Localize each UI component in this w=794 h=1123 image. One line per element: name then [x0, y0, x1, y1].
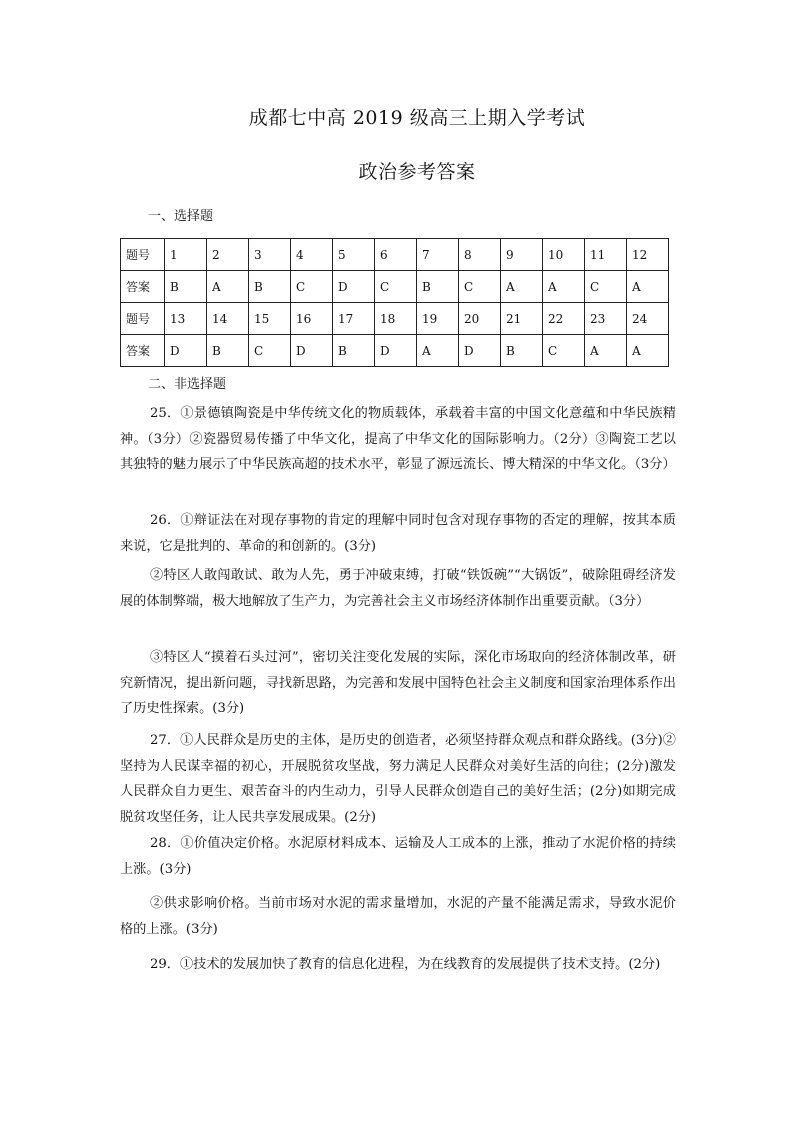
table-cell: B [417, 271, 459, 303]
answer-table [120, 238, 669, 367]
answer-q26-part1: 26．①辩证法在对现存事物的肯定的理解中同时包含对现存事物的否定的理解，按其本质来说，它是批判的、革命的和创新的。(3分) [120, 513, 676, 554]
table-cell: 17 [333, 303, 375, 335]
table-cell: B [501, 335, 543, 367]
table-row [121, 303, 669, 335]
table-cell: 10 [543, 239, 585, 271]
table-cell: 23 [585, 303, 627, 335]
table-row [121, 335, 669, 367]
table-cell: D [459, 335, 501, 367]
table-cell: 8 [459, 239, 501, 271]
table-cell: A [627, 335, 669, 367]
table-cell: 24 [627, 303, 669, 335]
table-cell: B [249, 271, 291, 303]
answer-q26-part2: ②特区人敢闯敢试、敢为人先，勇于冲破束缚，打破“铁饭碗”“大锅饭”，破除阻碍经济发展的体制弊端，极大地解放了生产力，为完善社会主义市场经济体制作出重要贡献。（3分） [120, 568, 676, 609]
table-cell: D [291, 335, 333, 367]
row-label: 题号 [121, 303, 165, 335]
table-cell: 11 [585, 239, 627, 271]
table-cell: 16 [291, 303, 333, 335]
row-label: 答案 [121, 271, 165, 303]
table-cell: B [207, 335, 249, 367]
row-label: 答案 [121, 335, 165, 367]
table-cell: 5 [333, 239, 375, 271]
table-cell: B [165, 271, 207, 303]
table-cell: D [375, 335, 417, 367]
table-cell: C [459, 271, 501, 303]
table-cell: 15 [249, 303, 291, 335]
table-row [121, 239, 669, 271]
table-row [121, 271, 669, 303]
table-cell: A [501, 271, 543, 303]
table-cell: D [165, 335, 207, 367]
answer-q27: 27．①人民群众是历史的主体，是历史的创造者，必须坚持群众观点和群众路线。(3分)②坚持为人民谋幸福的初心，开展脱贫攻坚战，努力满足人民群众对美好生活的向往；(2分)激发人民群众自力更生、艰苦奋斗的内生动力，引导人民群众创造自己的美好生活；(2分)如期完成脱贫攻坚任务，让人民共享发展成果。(2分) [120, 733, 676, 825]
answer-q29: 29．①技术的发展加快了教育的信息化进程，为在线教育的发展提供了技术支持。(2分) [150, 957, 661, 972]
table-cell: 12 [627, 239, 669, 271]
table-cell: D [333, 271, 375, 303]
table-cell: C [375, 271, 417, 303]
table-cell: B [333, 335, 375, 367]
answer-q25: 25．①景德镇陶瓷是中华传统文化的物质载体，承载着丰富的中国文化意蕴和中华民族精神。（3分）②瓷器贸易传播了中华文化，提高了中华文化的国际影响力。（2分）③陶瓷工艺以其独特的魅力展示了中华民族高超的技术水平，彰显了源远流长、博大精深的中华文化。（3分） [120, 406, 676, 472]
table-cell: A [627, 271, 669, 303]
table-cell: A [543, 271, 585, 303]
table-cell: 9 [501, 239, 543, 271]
table-cell: 4 [291, 239, 333, 271]
table-cell: A [207, 271, 249, 303]
table-cell: 1 [165, 239, 207, 271]
table-cell: C [249, 335, 291, 367]
table-cell: 2 [207, 239, 249, 271]
table-cell: 21 [501, 303, 543, 335]
answer-q28-part1: 28．①价值决定价格。水泥原材料成本、运输及人工成本的上涨，推动了水泥价格的持续上涨。(3分) [120, 836, 676, 877]
table-cell: A [585, 335, 627, 367]
table-cell: 6 [375, 239, 417, 271]
document-title: 成都七中高 2019 级高三上期入学考试 [248, 107, 586, 129]
section-heading-choice: 一、选择题 [148, 209, 214, 224]
table-cell: A [417, 335, 459, 367]
section-heading-essay: 二、非选择题 [148, 377, 227, 392]
table-cell: 20 [459, 303, 501, 335]
table-cell: 7 [417, 239, 459, 271]
table-cell: 3 [249, 239, 291, 271]
document-subtitle: 政治参考答案 [358, 161, 476, 183]
table-cell: C [543, 335, 585, 367]
table-cell: 13 [165, 303, 207, 335]
answer-q26-part3: ③特区人“摸着石头过河”，密切关注变化发展的实际，深化市场取向的经济体制改革，研究新情况，提出新问题，寻找新思路，为完善和发展中国特色社会主义制度和国家治理体系作出了历史性探索。(3分) [120, 650, 676, 716]
table-cell: 22 [543, 303, 585, 335]
table-cell: C [585, 271, 627, 303]
table-cell: 18 [375, 303, 417, 335]
table-cell: 14 [207, 303, 249, 335]
answer-q28-part2: ②供求影响价格。当前市场对水泥的需求量增加，水泥的产量不能满足需求，导致水泥价格的上涨。(3分) [120, 896, 676, 937]
table-cell: C [291, 271, 333, 303]
row-label: 题号 [121, 239, 165, 271]
table-cell: 19 [417, 303, 459, 335]
